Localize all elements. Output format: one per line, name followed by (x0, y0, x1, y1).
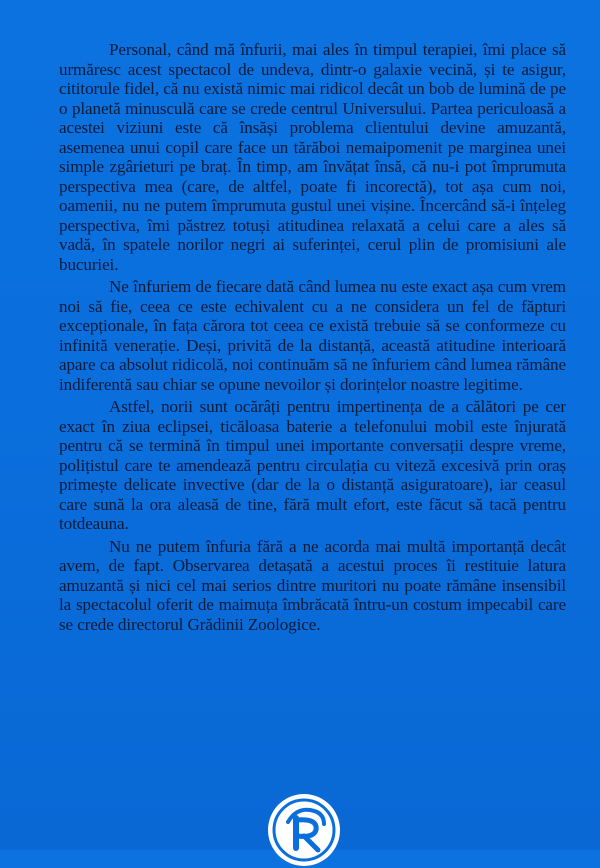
paragraph-3: Astfel, norii sunt ocărâți pentru impertinența de a călători pe cer exact în ziua eclipsei, ticăloasa baterie a telefonului mobil este înjurată pentru că se termină în timpul unei importante conversații despre vreme, polițistul care te amendează pentru circulația cu viteză excesivă prin oraș primește delicate invective (dar de la o distanță asiguratoare), iar ceasul care sună la ora aleasă de tine, fără mult efort, este făcut să tacă pentru totdeauna. (59, 397, 566, 533)
paragraph-4: Nu ne putem înfuria fără a ne acorda mai multă importanță decât avem, de fapt. Observarea detașată a acestui proces îi restituie latura amuzantă și nici cel mai serios dintre muritori nu poate rămâne insensibil la spectacolul oferit de maimuța îmbrăcată întru-un costum impecabil care se crede directorul Grădinii Zoologice. (59, 536, 566, 634)
paragraph-2: Ne înfuriem de fiecare dată când lumea nu este exact așa cum vrem noi să fie, ceea ce este echivalent cu a ne considera un fel de făpturi excepționale, în fața cărora tot ceea ce există trebuie să se conformeze cu infinită venerație. Deși, privită de la distanță, această atitudine interioară apare ca absolut ridicolă, noi continuăm să ne înfuriem când lumea rămâne indiferentă sau chiar se opune nevoilor și dorințelor noastre legitime. (59, 277, 566, 394)
paragraph-1: Personal, când mă înfurii, mai ales în timpul terapiei, îmi place să urmăresc acest spectacol de undeva, dintr-o galaxie vecină, și te asigur, cititorule fidel, că nu există nimic mai ridicol decât un bob de lumină de pe o planetă minusculă care se crede centrul Universului. Partea periculoasă a acestei viziuni este că însăși problema clientului devine amuzantă, asemenea unui copil care face un tărăboi nemaipomenit pe marginea unei simple zgârieturi pe braț. În timp, am învățat însă, că nu-i pot împrumuta perspectiva mea (care, de altfel, poate fi incorectă), tot așa cum noi, oamenii, nu ne putem împrumuta gustul unei vișine. Încercând să-i înțeleg perspectiva, îmi păstrez totuși atitudinea relaxată a celui care a ales să vadă, în spatele norilor negri ai suferinței, cerul plin de promisiuni ale bucuriei. (59, 40, 566, 274)
publisher-logo-icon (266, 792, 342, 868)
